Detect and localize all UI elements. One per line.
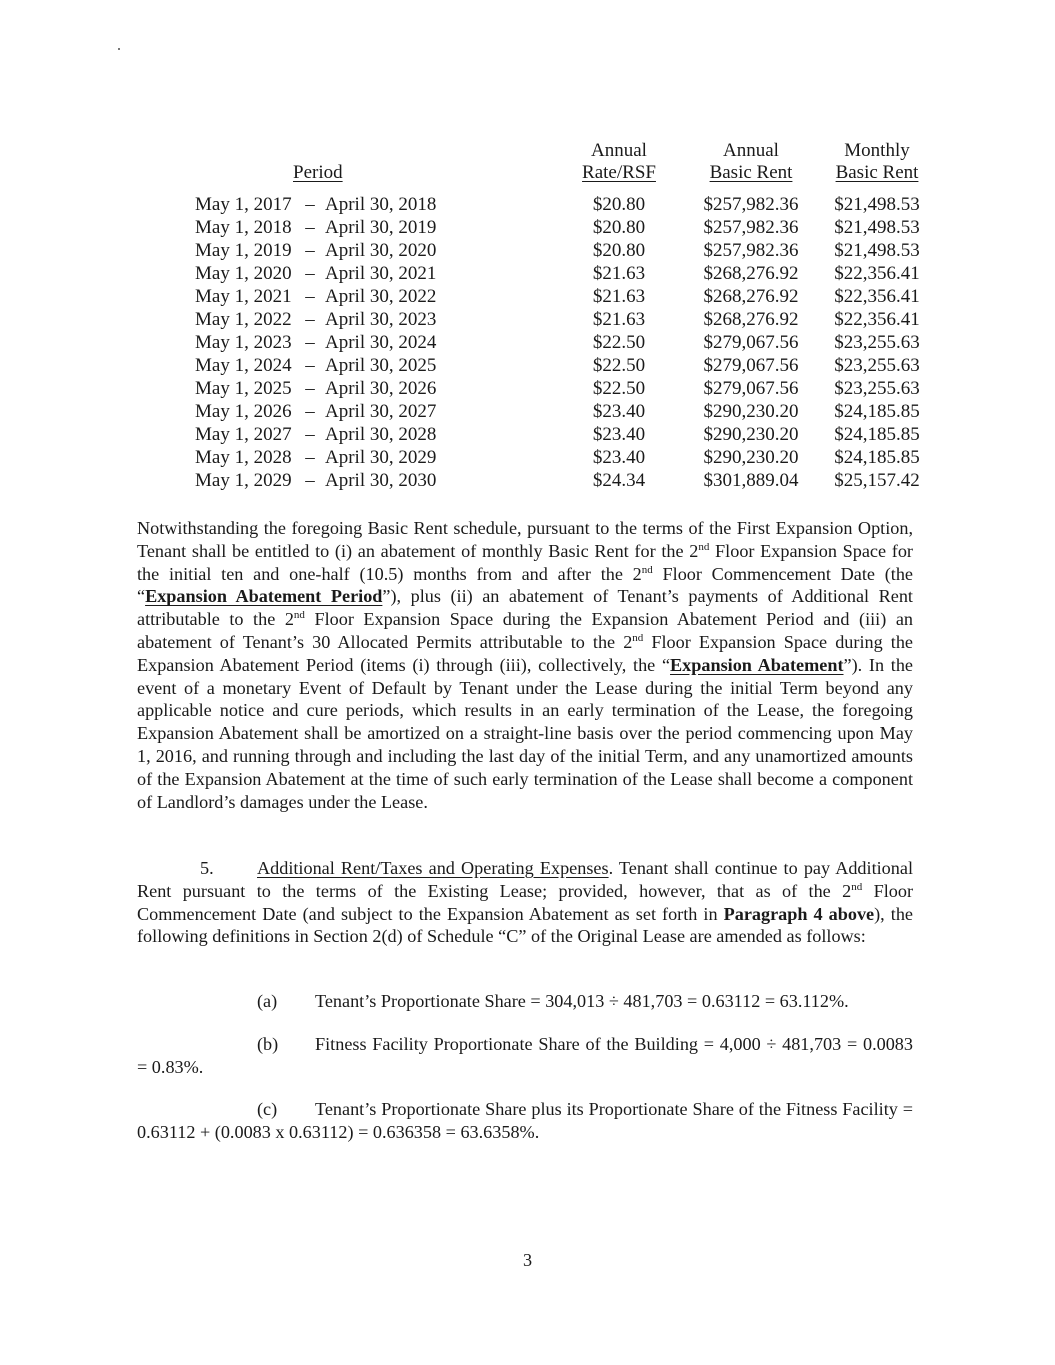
page-number: 3 (522, 1250, 533, 1270)
header-period: Period (293, 162, 343, 183)
period-cell: May 1, 2025 – April 30, 2026 (195, 378, 437, 399)
table-header-row (195, 140, 932, 193)
period-cell: May 1, 2026 – April 30, 2027 (195, 401, 437, 422)
annual-rent-cell: $290,230.20 (703, 447, 799, 468)
table-row (195, 377, 932, 400)
table-row (195, 285, 932, 308)
defined-term-expansion-abatement-period: Expansion Abatement Period (145, 586, 383, 607)
annual-rent-cell: $268,276.92 (703, 286, 799, 307)
monthly-rent-cell: $25,157.42 (834, 470, 920, 491)
annual-rent-cell: $257,982.36 (703, 194, 799, 215)
annual-rent-cell: $279,067.56 (703, 378, 799, 399)
monthly-rent-cell: $23,255.63 (834, 332, 920, 353)
abatement-paragraph: Notwithstanding the foregoing Basic Rent schedule, pursuant to the terms of the First Expansion Option, Tenant shall be entitled to (i) an abatement of monthly Basic Rent for the 2nd Floor Expansion Space for the initial ten and one-half (10.5) months from and after the 2nd Floor Commencement Date (the “Expansion Abatement Period”), plus (ii) an abatement of Tenant’s payments of Additional Rent attributable to the 2nd Floor Expansion Space during the Expansion Abatement Period and (iii) an abatement of Tenant’s 30 Allocated Permits attributable to the 2nd Floor Expansion Space during the Expansion Abatement Period (items (i) through (iii), collectively, the “Expansion Abatement”). In the event of a monetary Event of Default by Tenant under the Lease during the initial Term beyond any applicable notice and cure periods, which results in an early termination of the Lease, the foregoing Expansion Abatement shall be amortized on a straight-line basis over the period commencing upon May 1, 2016, and running through and including the last day of the initial Term, and any unamortized amounts of the Expansion Abatement at the time of such early termination of the Lease shall become a component of Landlord’s damages under the Lease. (137, 518, 914, 812)
rate-cell: $24.34 (592, 470, 646, 491)
table-body (195, 193, 932, 492)
rate-cell: $20.80 (592, 240, 646, 261)
section-heading: Additional Rent/Taxes and Operating Expenses (257, 858, 609, 878)
table-row (195, 354, 932, 377)
period-cell: May 1, 2027 – April 30, 2028 (195, 424, 437, 445)
table-row (195, 446, 932, 469)
header-annual-basic-rent: Annual Basic Rent (709, 140, 793, 183)
monthly-rent-cell: $22,356.41 (834, 309, 920, 330)
rate-cell: $21.63 (592, 309, 646, 330)
rate-cell: $22.50 (592, 378, 646, 399)
section-5-paragraph: 5. Additional Rent/Taxes and Operating Expenses. Tenant shall continue to pay Additional Rent pursuant to the terms of the Existing Lease; provided, however, that as of the 2nd Floor Commencement Date (and subject to the Expansion Abatement as set forth in Paragraph 4 above), the following definitions in Section 2(d) of Schedule “C” of the Original Lease are amended as follows: (137, 858, 913, 947)
monthly-rent-cell: $21,498.53 (834, 194, 920, 215)
table-row (195, 469, 932, 492)
period-cell: May 1, 2029 – April 30, 2030 (195, 470, 437, 491)
table-row (195, 262, 932, 285)
monthly-rent-cell: $21,498.53 (834, 240, 920, 261)
rate-cell: $23.40 (592, 401, 646, 422)
annual-rent-cell: $301,889.04 (703, 470, 799, 491)
rate-cell: $20.80 (592, 217, 646, 238)
header-annual-rate: Annual Rate/RSF (582, 140, 656, 183)
scan-speck (118, 48, 120, 50)
monthly-rent-cell: $24,185.85 (834, 447, 920, 468)
annual-rent-cell: $268,276.92 (703, 309, 799, 330)
monthly-rent-cell: $22,356.41 (834, 263, 920, 284)
period-cell: May 1, 2028 – April 30, 2029 (195, 447, 437, 468)
table-row (195, 308, 932, 331)
annual-rent-cell: $279,067.56 (703, 332, 799, 353)
annual-rent-cell: $290,230.20 (703, 401, 799, 422)
table-row (195, 400, 932, 423)
item-a: (a) Tenant’s Proportionate Share = 304,013 ÷ 481,703 = 0.63112 = 63.112%. (257, 991, 849, 1011)
monthly-rent-cell: $21,498.53 (834, 217, 920, 238)
table-row (195, 216, 932, 239)
monthly-rent-cell: $24,185.85 (834, 424, 920, 445)
monthly-rent-cell: $23,255.63 (834, 378, 920, 399)
table-row (195, 193, 932, 216)
table-row (195, 423, 932, 446)
period-cell: May 1, 2021 – April 30, 2022 (195, 286, 437, 307)
period-cell: May 1, 2022 – April 30, 2023 (195, 309, 437, 330)
basic-rent-schedule-table (195, 140, 932, 492)
period-cell: May 1, 2020 – April 30, 2021 (195, 263, 437, 284)
annual-rent-cell: $257,982.36 (703, 240, 799, 261)
monthly-rent-cell: $24,185.85 (834, 401, 920, 422)
period-cell: May 1, 2018 – April 30, 2019 (195, 217, 437, 238)
annual-rent-cell: $279,067.56 (703, 355, 799, 376)
period-cell: May 1, 2024 – April 30, 2025 (195, 355, 437, 376)
monthly-rent-cell: $22,356.41 (834, 286, 920, 307)
rate-cell: $23.40 (592, 447, 646, 468)
monthly-rent-cell: $23,255.63 (834, 355, 920, 376)
table-row (195, 331, 932, 354)
section-number: 5. (200, 858, 214, 878)
annual-rent-cell: $268,276.92 (703, 263, 799, 284)
rate-cell: $21.63 (592, 263, 646, 284)
period-cell: May 1, 2017 – April 30, 2018 (195, 194, 437, 215)
rate-cell: $22.50 (592, 355, 646, 376)
paragraph-reference: Paragraph 4 above (723, 903, 875, 924)
rate-cell: $21.63 (592, 286, 646, 307)
period-cell: May 1, 2023 – April 30, 2024 (195, 332, 437, 353)
rate-cell: $20.80 (592, 194, 646, 215)
rate-cell: $22.50 (592, 332, 646, 353)
item-b: (b) Fitness Facility Proportionate Share of the Building = 4,000 ÷ 481,703 = 0.0083 = 0.83%. (137, 1034, 913, 1077)
annual-rent-cell: $290,230.20 (703, 424, 799, 445)
annual-rent-cell: $257,982.36 (703, 217, 799, 238)
defined-term-expansion-abatement: Expansion Abatement (670, 654, 844, 675)
item-c: (c) Tenant’s Proportionate Share plus its Proportionate Share of the Fitness Facility = 0.63112 + (0.0083 x 0.63112) = 0.636358 = 63.6358%. (137, 1099, 913, 1142)
header-monthly-basic-rent: Monthly Basic Rent (835, 140, 919, 183)
rate-cell: $23.40 (592, 424, 646, 445)
table-row (195, 239, 932, 262)
period-cell: May 1, 2019 – April 30, 2020 (195, 240, 437, 261)
